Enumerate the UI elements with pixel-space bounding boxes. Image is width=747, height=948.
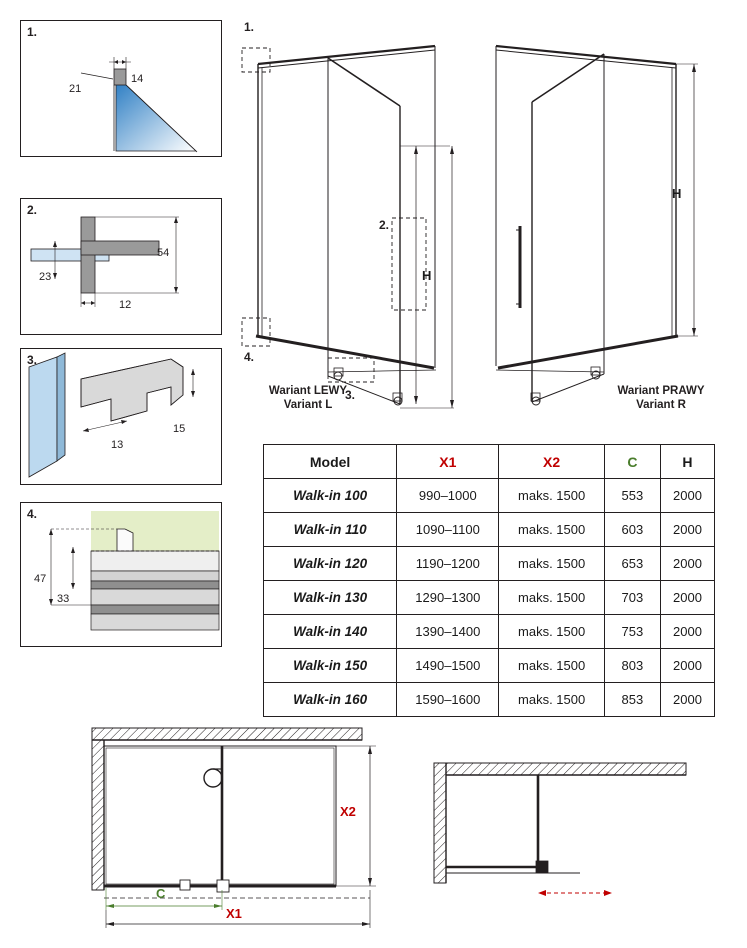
cell-model: Walk-in 120 <box>264 547 397 581</box>
detail-3-number: 3. <box>27 353 38 367</box>
cell-model: Walk-in 140 <box>264 615 397 649</box>
detail-2-number: 2. <box>27 203 38 217</box>
detail-2-dim-23: 23 <box>39 271 52 283</box>
cell-h: 2000 <box>660 547 714 581</box>
plan-view <box>70 720 390 935</box>
cell-x2: maks. 1500 <box>499 615 604 649</box>
variant-left-line2: Variant L <box>283 399 333 412</box>
cell-x2: maks. 1500 <box>499 581 604 615</box>
detail-panel-3 <box>20 348 222 485</box>
table-row <box>264 649 715 683</box>
header-x2: X2 <box>499 445 604 479</box>
cell-model: Walk-in 160 <box>264 683 397 717</box>
cell-x1: 1490–1500 <box>397 649 499 683</box>
cell-x2: maks. 1500 <box>499 479 604 513</box>
detail-1-dim-21: 21 <box>69 83 82 95</box>
table-row <box>264 615 715 649</box>
detail-4-number: 4. <box>27 507 38 521</box>
cell-h: 2000 <box>660 649 714 683</box>
cell-model: Walk-in 150 <box>264 649 397 683</box>
cell-h: 2000 <box>660 683 714 717</box>
cell-h: 2000 <box>660 581 714 615</box>
header-x1: X1 <box>397 445 499 479</box>
cell-h: 2000 <box>660 479 714 513</box>
cell-x1: 1190–1200 <box>397 547 499 581</box>
detail-3-track <box>29 353 195 477</box>
detail-panel-4 <box>20 502 222 647</box>
main-drawing-right <box>484 18 714 418</box>
variant-right-line1: Wariant PRAWY <box>617 385 705 397</box>
callout-1-left: 1. <box>244 20 255 34</box>
height-label-left: H <box>422 268 432 283</box>
cell-x1: 1290–1300 <box>397 581 499 615</box>
cell-c: 853 <box>604 683 660 717</box>
table-row <box>264 547 715 581</box>
detail-4-dim-33: 33 <box>57 593 70 605</box>
header-c: C <box>604 445 660 479</box>
detail-2-dim-54: 54 <box>157 247 170 259</box>
cell-h: 2000 <box>660 513 714 547</box>
cell-x1: 990–1000 <box>397 479 499 513</box>
cell-x1: 1390–1400 <box>397 615 499 649</box>
cell-x2: maks. 1500 <box>499 649 604 683</box>
height-label-right: H <box>672 186 682 201</box>
cell-c: 803 <box>604 649 660 683</box>
detail-2-profile <box>31 217 179 307</box>
cell-x1: 1090–1100 <box>397 513 499 547</box>
cell-x2: maks. 1500 <box>499 683 604 717</box>
detail-1-glass <box>81 57 197 152</box>
detail-3-dim-15: 15 <box>173 423 186 435</box>
detail-4-profile <box>49 511 219 630</box>
cell-c: 703 <box>604 581 660 615</box>
callout-2-left: 2. <box>379 218 390 232</box>
spec-table <box>263 444 715 717</box>
table-header-row <box>264 445 715 479</box>
cell-model: Walk-in 130 <box>264 581 397 615</box>
cell-model: Walk-in 110 <box>264 513 397 547</box>
variant-right-line2: Variant R <box>636 399 686 412</box>
plan-label-x2: X2 <box>340 804 356 819</box>
plan-label-c: C <box>156 886 166 901</box>
header-model: Model <box>264 445 397 479</box>
table-row <box>264 683 715 717</box>
callout-3-left: 3. <box>345 388 356 402</box>
detail-2-dim-12: 12 <box>119 299 132 311</box>
table-row <box>264 513 715 547</box>
cell-x2: maks. 1500 <box>499 547 604 581</box>
header-h: H <box>660 445 714 479</box>
cell-c: 603 <box>604 513 660 547</box>
detail-panel-2 <box>20 198 222 335</box>
cell-x1: 1590–1600 <box>397 683 499 717</box>
detail-4-dim-47: 47 <box>34 573 47 585</box>
side-view <box>430 755 710 915</box>
detail-1-dim-14: 14 <box>131 73 144 85</box>
callout-4-left: 4. <box>244 350 255 364</box>
cell-c: 653 <box>604 547 660 581</box>
detail-3-dim-13: 13 <box>111 439 124 451</box>
variant-left-caption <box>248 384 368 413</box>
table-row <box>264 479 715 513</box>
plan-label-x1: X1 <box>226 906 242 921</box>
cell-h: 2000 <box>660 615 714 649</box>
cell-c: 753 <box>604 615 660 649</box>
cell-model: Walk-in 100 <box>264 479 397 513</box>
cell-c: 553 <box>604 479 660 513</box>
table-row <box>264 581 715 615</box>
variant-right-caption <box>596 384 726 413</box>
detail-panel-1 <box>20 20 222 157</box>
main-drawing-left <box>240 18 465 418</box>
variant-left-line1: Wariant LEWY <box>268 385 348 397</box>
cell-x2: maks. 1500 <box>499 513 604 547</box>
detail-1-number: 1. <box>27 25 38 39</box>
